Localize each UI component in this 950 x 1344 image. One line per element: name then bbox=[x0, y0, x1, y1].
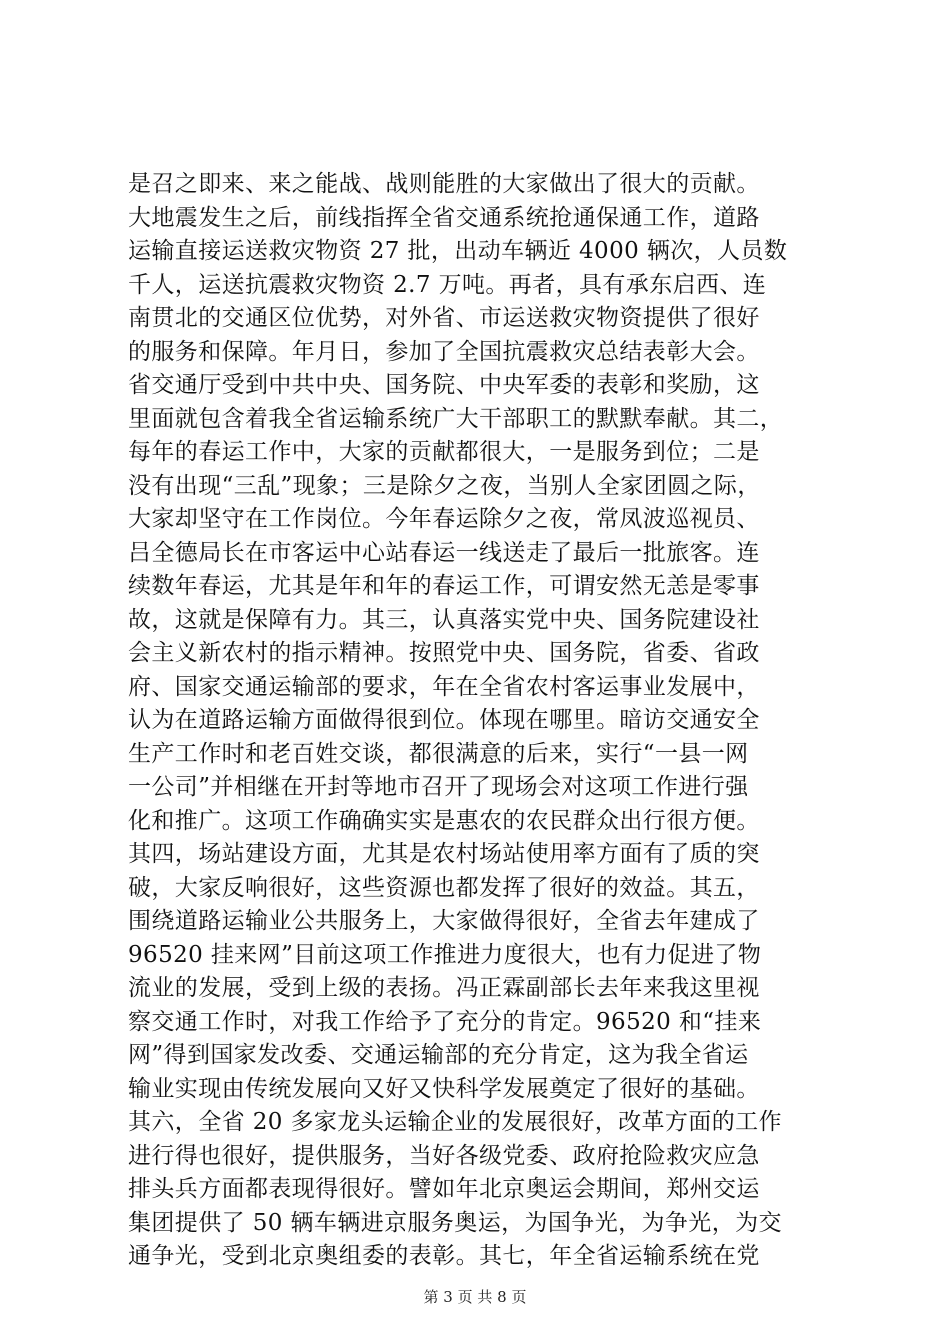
page-footer bbox=[0, 1287, 950, 1307]
text-line: 破，大家反响很好，这些资源也都发挥了很好的效益。其五， bbox=[128, 874, 760, 901]
text-line: 会主义新农村的指示精神。按照党中央、国务院，省委、省政 bbox=[128, 640, 760, 666]
text-line: 流业的发展，受到上级的表扬。冯正霖副部长去年来我这里视 bbox=[128, 975, 760, 1001]
text-line: 围绕道路运输业公共服务上，大家做得很好，全省去年建成了 bbox=[128, 908, 760, 934]
text-line: 排头兵方面都表现得很好。譬如年北京奥运会期间，郑州交运 bbox=[128, 1176, 760, 1202]
text-line: 是召之即来、来之能战、战则能胜的大家做出了很大的贡献。 bbox=[128, 171, 760, 197]
text-line: 的服务和保障。年月日，参加了全国抗震救灾总结表彰大会。 bbox=[128, 338, 760, 365]
text-line: 其六，全省 20 多家龙头运输企业的发展很好，改革方面的工作 bbox=[128, 1109, 782, 1135]
page-number: 第 3 页 共 8 页 bbox=[423, 1288, 527, 1306]
text-line: 一公司”并相继在开封等地市召开了现场会对这项工作进行强 bbox=[128, 774, 749, 800]
body-text bbox=[128, 168, 828, 1274]
text-line: 其四，场站建设方面，尤其是农村场站使用率方面有了质的突 bbox=[128, 841, 760, 867]
text-line: 生产工作时和老百姓交谈，都很满意的后来，实行“一县一网 bbox=[128, 740, 749, 767]
text-line: 输业实现由传统发展向又好又快科学发展奠定了很好的基础。 bbox=[128, 1075, 760, 1102]
text-line: 认为在道路运输方面做得很到位。体现在哪里。暗访交通安全 bbox=[128, 707, 760, 733]
text-line: 网”得到国家发改委、交通运输部的充分肯定，这为我全省运 bbox=[128, 1042, 749, 1068]
text-line: 南贯北的交通区位优势，对外省、市运送救灾物资提供了很好 bbox=[128, 305, 760, 331]
text-line: 96520 挂来网”目前这项工作推进力度很大，也有力促进了物 bbox=[128, 941, 762, 968]
text-line: 察交通工作时，对我工作给予了充分的肯定。96520 和“挂来 bbox=[128, 1008, 762, 1035]
text-line: 续数年春运，尤其是年和年的春运工作，可谓安然无恙是零事 bbox=[128, 573, 760, 599]
text-line: 故，这就是保障有力。其三，认真落实党中央、国务院建设社 bbox=[128, 606, 760, 633]
text-line: 集团提供了 50 辆车辆进京服务奥运，为国争光，为争光，为交 bbox=[128, 1209, 782, 1236]
text-line: 通争光，受到北京奥组委的表彰。其七，年全省运输系统在党 bbox=[128, 1243, 760, 1269]
text-line: 没有出现“三乱”现象；三是除夕之夜，当别人全家团圆之际， bbox=[128, 472, 761, 499]
text-line: 省交通厅受到中共中央、国务院、中央军委的表彰和奖励，这 bbox=[128, 372, 760, 398]
text-line: 大地震发生之后，前线指挥全省交通系统抢通保通工作，道路 bbox=[128, 204, 760, 231]
text-line: 府、国家交通运输部的要求，年在全省农村客运事业发展中， bbox=[128, 673, 760, 700]
text-line: 进行得也很好，提供服务，当好各级党委、政府抢险救灾应急 bbox=[128, 1142, 760, 1169]
text-line: 吕全德局长在市客运中心站春运一线送走了最后一批旅客。连 bbox=[128, 539, 760, 566]
text-line: 每年的春运工作中，大家的贡献都很大，一是服务到位；二是 bbox=[128, 439, 760, 465]
text-line: 大家却坚守在工作岗位。今年春运除夕之夜，常凤波巡视员、 bbox=[128, 506, 760, 532]
text-line: 千人，运送抗震救灾物资 2.7 万吨。再者，具有承东启西、连 bbox=[128, 271, 767, 298]
text-line: 运输直接运送救灾物资 27 批，出动车辆近 4000 辆次，人员数 bbox=[128, 238, 788, 264]
text-line: 化和推广。这项工作确确实实是惠农的农民群众出行很方便。 bbox=[128, 807, 760, 834]
text-line: 里面就包含着我全省运输系统广大干部职工的默默奉献。其二， bbox=[128, 405, 784, 432]
